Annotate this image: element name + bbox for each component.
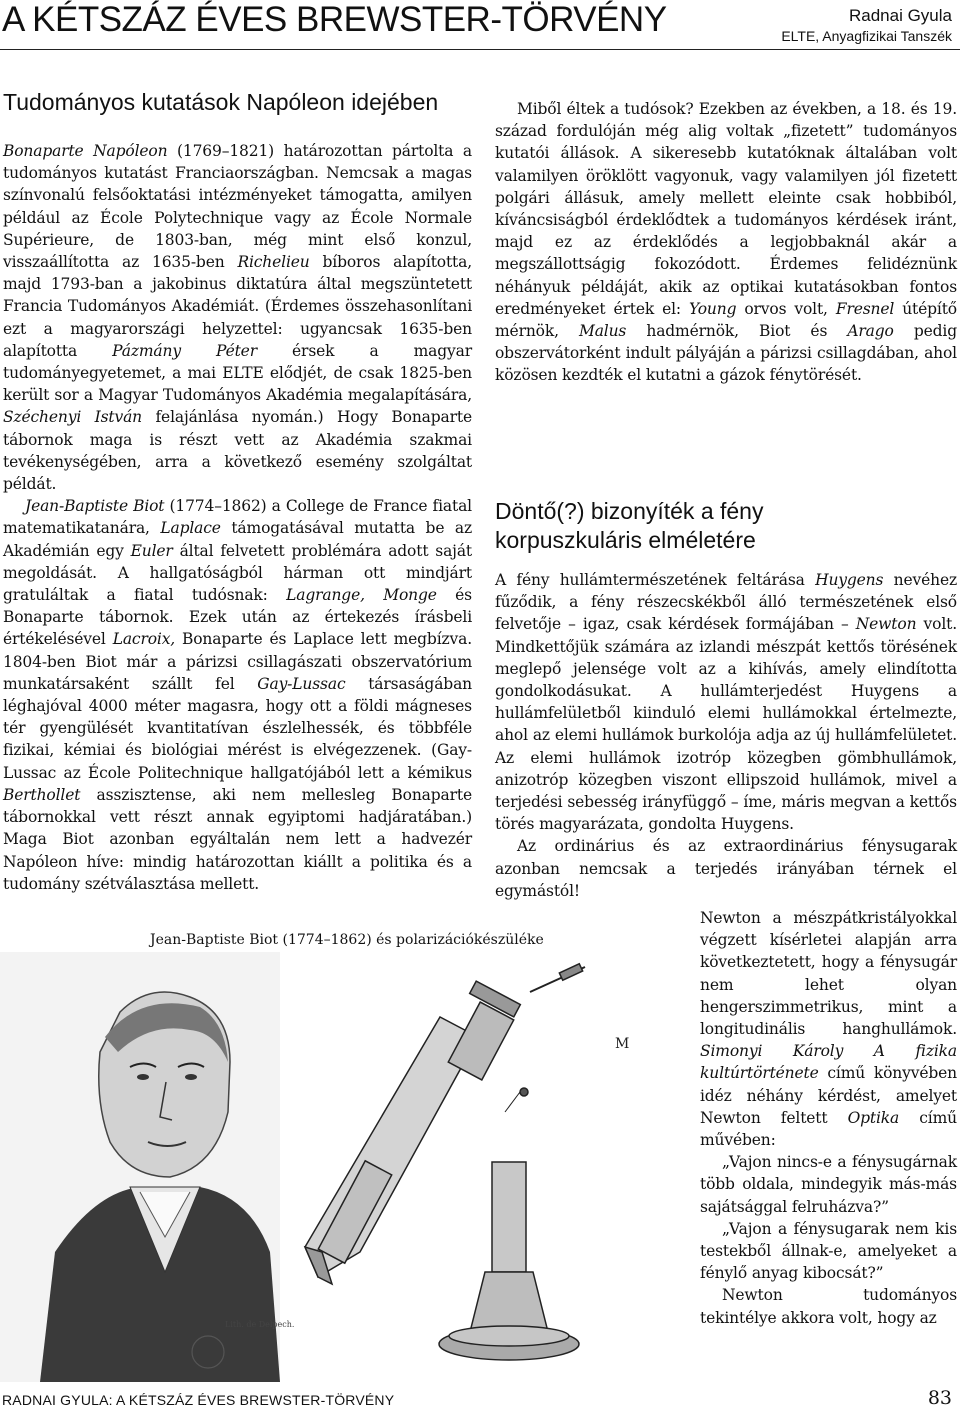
paragraph	[495, 569, 957, 835]
right-column-narrow	[700, 907, 957, 1329]
section-title-napoleon: Tudományos kutatások Napóleon idejében	[3, 89, 439, 115]
right-column-top	[495, 98, 957, 387]
text-run: bíboros alapította, majd 1793-ban a jakobinus diktatúra által megszüntetett Francia Tudományos Akadémiát. (Érdemes összehasonlítani ezt a magyarországi helyzettel: ugyancsak 1635-ben alapította	[3, 253, 472, 360]
italic-run: Simonyi Károly A fizika kultúrtörténete	[700, 1042, 957, 1083]
text-run: felajánlása nyomán.) Hogy Bonaparte tábornok maga is részt vett az Akadémia szakmai tevékenységében, arra a következő esemény szolgáltat példát.	[3, 408, 472, 494]
text-run: nevéhez fűződik, a fény részecskékből álló természetének első felvetője – igaz, csak kérdések formájában –	[495, 571, 957, 634]
text-run: érsek a magyar tudományegyetemet, a mai ELTE elődjét, de csak 1825-ben került sor a Magyar Tudományos Akadémia megalapítására,	[3, 341, 472, 405]
italic-run: Jean-Baptiste Biot	[25, 497, 165, 516]
paragraph	[3, 495, 472, 895]
text-run: Miből éltek a tudósok? Ezekben az években, a 18. és 19. század fordulóján még alig voltak „fizetett” tudományos kutatói állások. A sikeresebb kutatóknak általában volt valamilyen öröklött vagyonuk, vagy valamilyen jól fizetett polgári állásuk, amely mellett eleinte csak hobbiból, kíváncsiságból érdeklődtek a tudományos kérdések iránt, majd ez az érdeklődés a legjobbaknál akár a megszállottságig fokozódott. Érdemes felidéznünk néhányuk példáját, akik az optikai kutatásokban fontos eredményeket értek el:	[495, 100, 957, 318]
running-footer: RADNAI GYULA: A KÉTSZÁZ ÉVES BREWSTER-TÖRVÉNY	[2, 1392, 395, 1408]
paragraph	[495, 98, 957, 387]
page-number: 83	[927, 1387, 952, 1409]
italic-run: Lagrange, Monge	[286, 586, 437, 605]
italic-run: Huygens	[815, 571, 884, 589]
text-run: (1769–1821) határozottan pártolta a tudományos kutatást Franciaországban. Nemcsak a magas színvonalú felsőoktatási intézményeket támogatta, amilyen például az École Polytechnique vagy az École Normale Supérieure, de 1803-ban, még mint első konzul, visszaállította az 1635-ben	[3, 142, 472, 272]
italic-run: Széchenyi István	[3, 408, 142, 427]
text-run: A fény hullámtermészetének feltárása	[495, 571, 816, 589]
paragraph	[700, 907, 957, 1151]
italic-run: Young	[688, 299, 737, 318]
text-run: volt. Mindkettőjük számára az izlandi mészpát kettős törésének meglepő jelensége volt az a kihívás, amely elindította gondolkodásukat. A hullámterjedést Huygens a hullámfelületből kiinduló elemi hullámokkal értelmezte, ahol az elemi hullámok burkolója adja az új hullámfelületet. Az elemi hullámok izotróp közegben gömbhullámok, anizotróp közegben viszont ellipszoid hullámok, mivel a terjedési sebesség irányfüggő – íme, máris megvan a kettős törés magyarázata, gondolta Huygens.	[495, 615, 957, 834]
section-title-line: korpuszkuláris elméletére	[495, 527, 756, 553]
header-rule	[0, 49, 960, 50]
text-run: társaságában léghajóval 4000 méter magasra, hogy ott a földi mágneses tér gyengülését kvantitatívan észlelhessék, és többféle fizikai, kémiai és biológiai mérést is elvégezzenek. (Gay-Lussac az École Politechnique hallgatójából lett a kémikus	[3, 674, 472, 782]
text-run: Az ordinárius és az extraordinárius fénysugarak azonban nemcsak a terjedés irányában térnek el egymástól!	[495, 837, 957, 900]
lithographer-signature: Lith. de Delpech.	[225, 1320, 295, 1329]
paragraph-run	[3, 497, 472, 892]
italic-run: Fresnel	[835, 299, 895, 318]
italic-run: Lacroix,	[112, 630, 176, 649]
paragraph	[3, 140, 472, 495]
italic-run: Bonaparte Napóleon	[3, 142, 168, 160]
figure-caption: Jean-Baptiste Biot (1774–1862) és polarizációkészüléke	[150, 932, 544, 948]
author-affiliation: ELTE, Anyagfizikai Tanszék	[781, 28, 952, 44]
italic-run: Arago	[847, 322, 894, 341]
figure-illustration	[0, 952, 700, 1382]
figure-label-m: M	[615, 1036, 630, 1052]
italic-run: Berthollet	[3, 785, 81, 804]
italic-run: Gay-Lussac	[257, 674, 346, 693]
text-run: (1774–1862) a College de France fiatal matematikatanára,	[3, 497, 472, 538]
text-run: asszisztense, aki nem mellesleg Bonaparte tábornokkal vett részt annak egyiptomi hadjáratában.) Maga Biot azonban egyáltalán nem lett a hadvezér Napóleon híve: mindig határozottan kiállt a politika és a tudomány szétválasztása mellett.	[3, 785, 472, 893]
section-title-line: Döntő(?) bizonyíték a fény	[495, 498, 764, 524]
italic-run: Newton	[855, 615, 917, 634]
paragraph	[495, 835, 957, 902]
biot-portrait	[0, 952, 294, 1382]
text-run: útépítő mérnök,	[495, 299, 957, 341]
italic-run: Optika	[847, 1108, 900, 1127]
text-run: által felvetett problémára adott saját megoldását. A hallgatóságból hárman ott mindjárt gratuláltak a fiatal tudósnak:	[3, 541, 472, 605]
italic-run: Richelieu	[237, 253, 310, 272]
article-title: A KÉTSZÁZ ÉVES BREWSTER-TÖRVÉNY	[2, 0, 667, 39]
text-run: Bonaparte és Laplace lett megbízva. 1804-ben Biot már a párizsi csillagászati obszervatórium munkatársaként szállt fel	[3, 630, 472, 693]
quote: „Vajon nincs-e a fénysugárnak több oldala, mindegyik más-más sajátsággal felruházva?”	[700, 1153, 957, 1216]
left-column	[3, 140, 472, 895]
right-column-middle	[495, 569, 957, 902]
paragraph: Newton tudományos tekintélye akkora volt, hogy az	[700, 1286, 957, 1327]
author-name: Radnai Gyula	[848, 6, 952, 25]
author-block	[781, 6, 952, 46]
italic-run: Laplace	[160, 519, 221, 538]
section-title-corpuscular	[495, 497, 763, 555]
text-run: támogatásával mutatta be az Akadémián egy	[3, 519, 472, 560]
text-run: pedig obszervátorként indult pályáján a párizsi csillagdában, ahol közösen kezdték el kutatni a gázok fénytörését.	[495, 322, 957, 385]
text-run: hadmérnök, Biot és	[626, 322, 848, 341]
italic-run: Euler	[130, 541, 173, 560]
text-run: orvos volt,	[736, 299, 836, 318]
text-run: Newton a mészpátkristályokkal végzett kísérletei alapján arra következtetett, hogy a fénysugár nem lehet olyan hengerszimmetrikus, mint a longitudinális hanghullámok.	[700, 909, 957, 1039]
quote: „Vajon a fénysugarak nem kis testekből állnak-e, amelyeket a fénylő anyag kibocsát?”	[700, 1219, 957, 1283]
italic-run: Malus	[578, 322, 627, 341]
text-run: és Bonaparte tábornok. Ezek után az értekezés írásbeli értékelésével	[3, 586, 472, 649]
text-run: című művében:	[700, 1108, 957, 1150]
italic-run: Pázmány Péter	[112, 341, 257, 360]
text-run: című könyvében idéz néhány kérdést, amelyet Newton feltett	[700, 1064, 957, 1127]
polarization-apparatus	[305, 964, 585, 1360]
